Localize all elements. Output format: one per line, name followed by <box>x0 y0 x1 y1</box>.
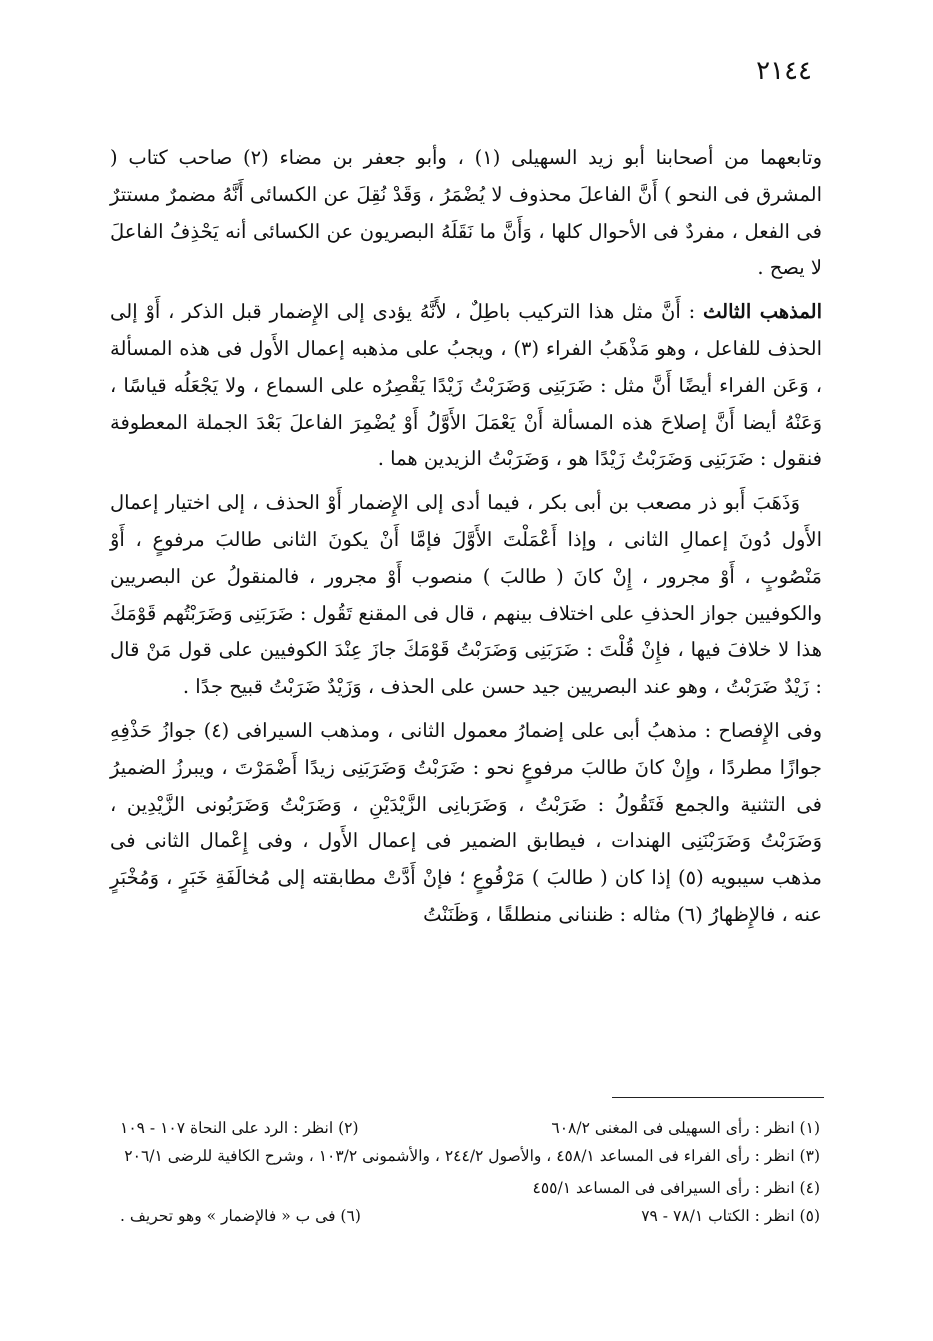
paragraph-2-text: : أَنَّ مثل هذا التركيب باطِلٌ ، لأَنَّهُ يؤدى إلى الإِضمار قبل الذكر ، أَوْ إلى الحذف للفاعل ، وهو مَذْهَبُ الفراء (٣) ، ويجبُ على مذهبه إعمال الأَول فى هذه المسألة ، وَعَن الفراء أيضًا أَنَّ مثل : ضَرَبَنِى وَضَرَبْتُ زَيْدًا يَقْصِرُه على السماع ، ولا يَجْعَلُه قياسًا ، وَعَنْهُ أيضا أَنَّ إصلاحَ هذه المسألة أَنْ يَعْمَلَ الأَوَّلُ أَوْ يُضْمِرَ الفاعلَ بَعْدَ الجملة المعطوفة فنقول : ضَرَبَنِى وَضَرَبْتُ زَيْدًا هو ، وَضَرَبْتُ الزيدين هما . <box>110 300 822 471</box>
footnote-3: (٣) انظر : رأى الفراء فى المساعد ٤٥٨/١ ، والأصول ٢٤٤/٢ ، والأشمونى ١٠٣/٢ ، وشرح الكافية للرضى ٢٠٦/١ <box>124 1147 820 1165</box>
footnote-row-5-6 <box>120 1202 820 1230</box>
page-number: ٢١٤٤ <box>756 56 812 86</box>
footnote-5: (٥) انظر : الكتاب ٧٨/١ - ٧٩ <box>641 1207 820 1225</box>
footnote-4: (٤) انظر : رأى السيرافى فى المساعد ٤٥٥/١ <box>532 1179 820 1197</box>
footnotes <box>120 1114 820 1230</box>
paragraph-4: وفى الإِفصاح : مذهبُ أبى على إضمارُ معمول الثانى ، ومذهب السيرافى (٤) جوازُ حَذْفِهِ جوازًا مطردًا ، وإِنْ كانَ طالبَ مرفوعٍ نحو : ضَرَبْتُ وَضَرَبَنِى زيدًا أَضْمَرْتَ ، ويبرزُ الضميرُ فى التثنية والجمع فَتَقُولُ : ضَرَبْتُ ، وَضَرَبانِى الزَّيْدَيْنِ ، وَضَرَبْتُ وَضَرَبُونى الزَّيْدِين ، وَضَرَبْتُ وَضَرَبْنَنِى الهندات ، فيطابق الضمير فى إعمال الأَول ، وفى إِعْمال الثانى فى مذهب سيبويه (٥) إذا كان ( طالبَ ) مَرْفُوعٍ ؛ فإنْ أَدَّتْ مطابقته إلى مُخالَفَةِ خَبَرٍ ، وَمُخْبَرٍ عنه ، فالإِظهارُ (٦) مثاله : ظننانى منطلقًا ، وَظَنَنْتُ <box>110 718 822 926</box>
footnote-1: (١) انظر : رأى السهيلى فى المغنى ٦٠٨/٢ <box>551 1119 820 1137</box>
main-text <box>110 140 822 941</box>
paragraph-1: وتابعهما من أصحابنا أبو زيد السهيلى (١) ، وأبو جعفر بن مضاء (٢) صاحب كتاب ( المشرق فى النحو ) أَنَّ الفاعلَ محذوف لا يُضْمَرُ ، وَقَدْ نُقِلَ عن الكسائى أَنَّهُ مضمرٌ مستترٌ فى الفعل ، مفردٌ فى الأحوال كلها ، وَأَنَّ ما نَقَلَهُ البصريون عن الكسائى أنه يَحْذِفُ الفاعلَ لا يصح . <box>110 146 823 280</box>
paragraph-2 <box>110 294 822 478</box>
footnote-6: (٦) فى ب « فالإضمار » وهو تحريف . <box>120 1207 361 1225</box>
footnote-row-1-2 <box>120 1114 820 1142</box>
section-heading: المذهب الثالث <box>703 300 822 324</box>
footnote-separator <box>612 1097 824 1098</box>
paragraph-3: وَذَهَبَ أَبو ذر مصعب بن أبى بكر ، فيما أدى إلى الإِضمار أَوْ الحذف ، إلى اختيار إعمال الأَول دُونَ إعمالِ الثانى ، وإذا أَعْمَلْتَ الأَوَّلَ فإمَّا أَنْ يكونَ الثانى طالبَ مرفوعٍ ، أَوْ مَنْصُوبٍ ، أَوْ مجرور ، إِنْ كانَ ( طالبَ ) منصوب أَوْ مجرور ، فالمنقولُ عن البصريين والكوفيين جواز الحذفِ على اختلاف بينهم ، قال فى المقنع تَقُول : ضَرَبَنِى وَضَرَبْتُهم قَوْمَكَ هذا لا خلافَ فيها ، فإِنْ قُلْتَ : ضَرَبَنِى وَضَرَبْتُ قَوْمَكَ جازَ عِنْدَ الكوفيين على قول مَنْ قال : زَيْدٌ ضَرَبْتُ ، وهو عند البصريين جيد حسن على الحذف ، وَزَيْدٌ ضَرَبْتُ قبيح جدًا . <box>110 491 822 699</box>
footnote-2: (٢) انظر : الرد على النحاة ١٠٧ - ١٠٩ <box>120 1119 359 1137</box>
